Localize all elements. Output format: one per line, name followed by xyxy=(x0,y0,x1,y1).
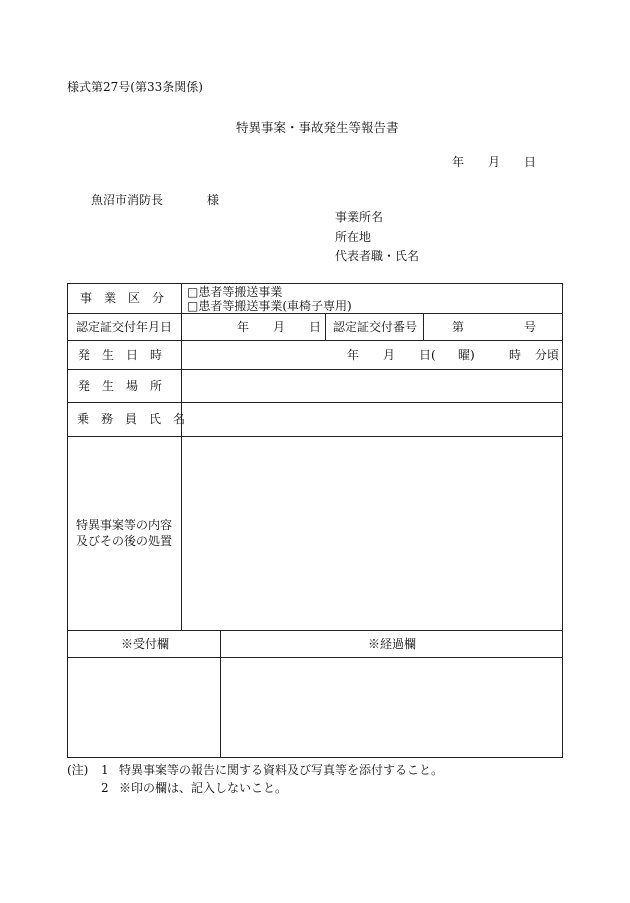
occurrence-place-label: 発 生 場 所 xyxy=(78,379,163,393)
cert-date-day: 日 xyxy=(309,320,322,334)
location-label: 所在地 xyxy=(335,230,372,244)
cert-number-label: 認定証交付番号 xyxy=(333,320,418,334)
note-2-number: 2 xyxy=(101,781,109,795)
addressee-honorific: 様 xyxy=(207,193,220,207)
occurrence-day: 日( xyxy=(419,348,436,362)
date-year-label: 年 xyxy=(452,155,465,169)
addressee-name: 魚沼市消防長 xyxy=(91,193,164,207)
occurrence-hour: 時 xyxy=(509,348,522,362)
date-day-label: 日 xyxy=(524,155,537,169)
date-month-label: 月 xyxy=(488,155,501,169)
note-1-number: 1 xyxy=(101,763,109,777)
cert-date-month: 月 xyxy=(273,320,286,334)
representative-label: 代表者職・氏名 xyxy=(335,249,420,263)
occurrence-minute: 分頃 xyxy=(535,348,560,362)
cert-number-prefix: 第 xyxy=(452,320,465,334)
crew-name-label: 乗 務 員 氏 名 xyxy=(77,412,186,426)
business-type-option-2[interactable]: □患者等搬送事業(車椅子専用) xyxy=(187,299,352,313)
occurrence-month: 月 xyxy=(383,348,396,362)
office-name-label: 事業所名 xyxy=(335,210,384,224)
occurrence-year: 年 xyxy=(347,348,360,362)
document-title: 特異事案・事故発生等報告書 xyxy=(236,120,399,135)
note-1-text: 特異事案等の報告に関する資料及び写真等を添付すること。 xyxy=(119,763,444,777)
details-label-line2: 及びその後の処置 xyxy=(76,534,173,548)
business-type-option-1[interactable]: □患者等搬送事業 xyxy=(187,285,283,299)
progress-label: ※経過欄 xyxy=(368,637,417,651)
occurrence-datetime-label: 発 生 日 時 xyxy=(78,348,163,362)
form-number: 様式第27号(第33条関係) xyxy=(67,80,203,94)
note-2-text: ※印の欄は、記入しないこと。 xyxy=(119,781,288,795)
reception-label: ※受付欄 xyxy=(121,637,170,651)
cert-date-label: 認定証交付年月日 xyxy=(76,320,173,334)
cert-date-year: 年 xyxy=(237,320,250,334)
cert-number-suffix: 号 xyxy=(524,320,537,334)
occurrence-weekday: 曜) xyxy=(458,348,475,362)
notes-prefix: (注) xyxy=(67,763,89,777)
business-type-label: 事 業 区 分 xyxy=(80,291,165,305)
details-label-line1: 特異事案等の内容 xyxy=(76,518,173,532)
